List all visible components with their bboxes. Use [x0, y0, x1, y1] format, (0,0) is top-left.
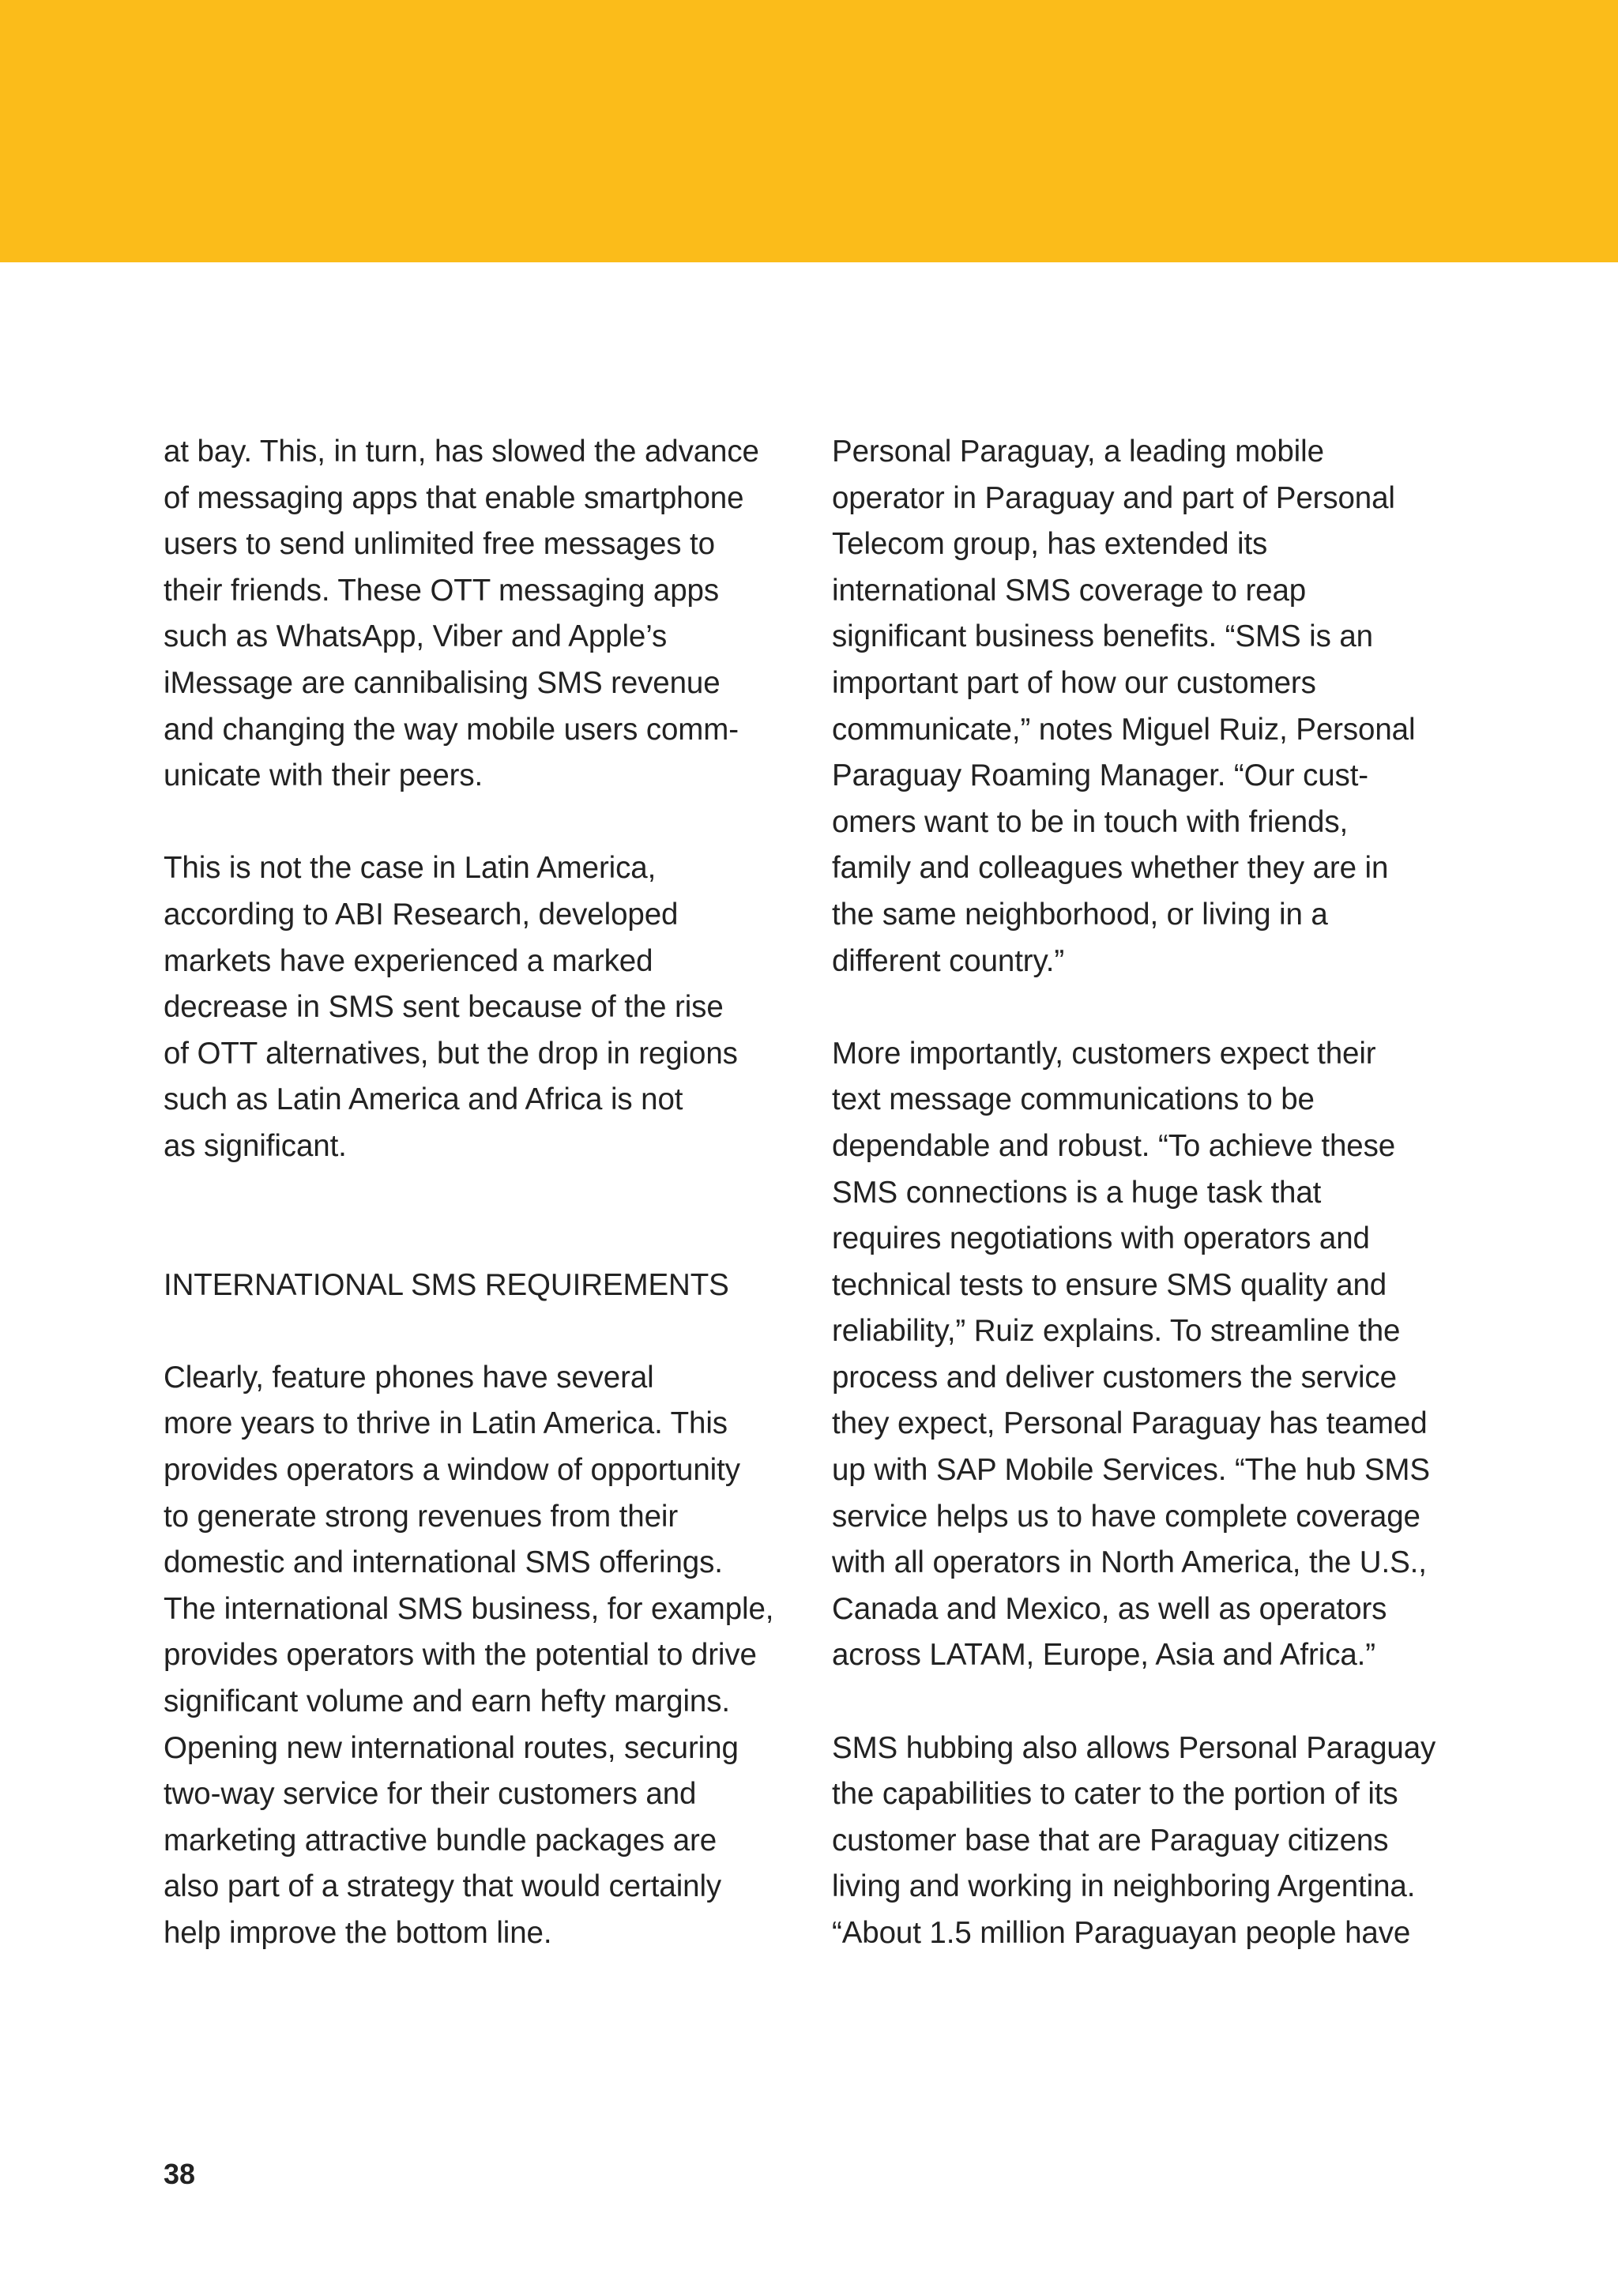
left-column: [164, 429, 796, 1957]
text-line: help improve the bottom line.: [164, 1916, 552, 1950]
text-line: decrease in SMS sent because of the rise: [164, 990, 724, 1025]
text-line: Telecom group, has extended its: [832, 527, 1268, 562]
text-line: significant volume and earn hefty margins.: [164, 1684, 730, 1719]
text-line: as significant.: [164, 1128, 347, 1163]
right-paragraph-2: [832, 1031, 1464, 1679]
text-line: different country.”: [832, 943, 1065, 978]
text-line: markets have experienced a marked: [164, 943, 653, 978]
text-line: marketing attractive bundle packages are: [164, 1823, 717, 1858]
text-line: More importantly, customers expect their: [832, 1036, 1376, 1071]
text-line: also part of a strategy that would certainly: [164, 1869, 722, 1904]
text-line: dependable and robust. “To achieve these: [832, 1128, 1396, 1163]
right-paragraph-1: [832, 429, 1464, 984]
section-gap: [164, 1170, 796, 1263]
paragraph-gap: [164, 1308, 796, 1355]
text-line: communicate,” notes Miguel Ruiz, Personal: [832, 712, 1416, 747]
text-line: and changing the way mobile users comm-: [164, 712, 739, 747]
paragraph-gap: [832, 984, 1464, 1031]
page-number: 38: [164, 2158, 196, 2190]
text-line: two-way service for their customers and: [164, 1777, 697, 1812]
left-paragraph-1: [164, 429, 796, 800]
text-line: domestic and international SMS offerings.: [164, 1545, 723, 1580]
text-line: reliability,” Ruiz explains. To streamline the: [832, 1314, 1401, 1349]
paragraph-gap: [164, 800, 796, 846]
right-column: [832, 429, 1464, 1957]
text-line: SMS connections is a huge task that: [832, 1175, 1322, 1210]
left-paragraph-3: [164, 1355, 796, 1957]
text-line: with all operators in North America, the U.S.,: [832, 1545, 1427, 1580]
text-line: Clearly, feature phones have several: [164, 1360, 654, 1395]
text-line: across LATAM, Europe, Asia and Africa.”: [832, 1638, 1375, 1673]
text-line: process and deliver customers the service: [832, 1360, 1397, 1395]
text-line: provides operators a window of opportunity: [164, 1453, 740, 1488]
text-line: they expect, Personal Paraguay has teamed: [832, 1406, 1428, 1441]
text-line: provides operators with the potential to drive: [164, 1638, 757, 1673]
text-line: of OTT alternatives, but the drop in regions: [164, 1036, 738, 1071]
text-line: operator in Paraguay and part of Personal: [832, 480, 1395, 515]
text-line: omers want to be in touch with friends,: [832, 804, 1349, 839]
section-heading: INTERNATIONAL SMS REQUIREMENTS: [164, 1267, 729, 1302]
right-paragraph-3: [832, 1726, 1464, 1957]
text-line: iMessage are cannibalising SMS revenue: [164, 665, 721, 700]
text-line: according to ABI Research, developed: [164, 897, 679, 932]
text-line: the capabilities to cater to the portion of its: [832, 1777, 1398, 1812]
text-line: The international SMS business, for example,: [164, 1591, 774, 1626]
text-line: technical tests to ensure SMS quality and: [832, 1267, 1387, 1302]
text-line: family and colleagues whether they are in: [832, 851, 1389, 886]
text-line: This is not the case in Latin America,: [164, 851, 657, 886]
header-color-band: [0, 0, 1618, 262]
text-line: service helps us to have complete coverage: [832, 1499, 1420, 1534]
text-line: more years to thrive in Latin America. This: [164, 1406, 728, 1441]
text-line: Personal Paraguay, a leading mobile: [832, 435, 1324, 469]
text-line: unicate with their peers.: [164, 758, 484, 793]
text-line: Opening new international routes, securing: [164, 1730, 739, 1765]
text-line: customer base that are Paraguay citizens: [832, 1823, 1389, 1858]
text-line: important part of how our customers: [832, 665, 1316, 700]
text-line: significant business benefits. “SMS is an: [832, 619, 1373, 654]
text-line: such as Latin America and Africa is not: [164, 1082, 683, 1117]
text-line: international SMS coverage to reap: [832, 573, 1307, 608]
text-line: their friends. These OTT messaging apps: [164, 573, 719, 608]
left-paragraph-2: [164, 845, 796, 1169]
text-line: Paraguay Roaming Manager. “Our cust-: [832, 758, 1369, 793]
text-line: at bay. This, in turn, has slowed the advance: [164, 435, 759, 469]
text-line: users to send unlimited free messages to: [164, 527, 715, 562]
text-line: SMS hubbing also allows Personal Paraguay: [832, 1730, 1436, 1765]
text-line: Canada and Mexico, as well as operators: [832, 1591, 1387, 1626]
text-line: to generate strong revenues from their: [164, 1499, 679, 1534]
text-line: “About 1.5 million Paraguayan people have: [832, 1916, 1411, 1950]
text-line: requires negotiations with operators and: [832, 1221, 1370, 1256]
paragraph-gap: [832, 1679, 1464, 1726]
text-line: the same neighborhood, or living in a: [832, 897, 1328, 932]
text-line: of messaging apps that enable smartphone: [164, 480, 744, 515]
text-line: living and working in neighboring Argentina.: [832, 1869, 1416, 1904]
text-line: up with SAP Mobile Services. “The hub SMS: [832, 1453, 1430, 1488]
text-line: text message communications to be: [832, 1082, 1315, 1117]
text-line: such as WhatsApp, Viber and Apple’s: [164, 619, 668, 654]
